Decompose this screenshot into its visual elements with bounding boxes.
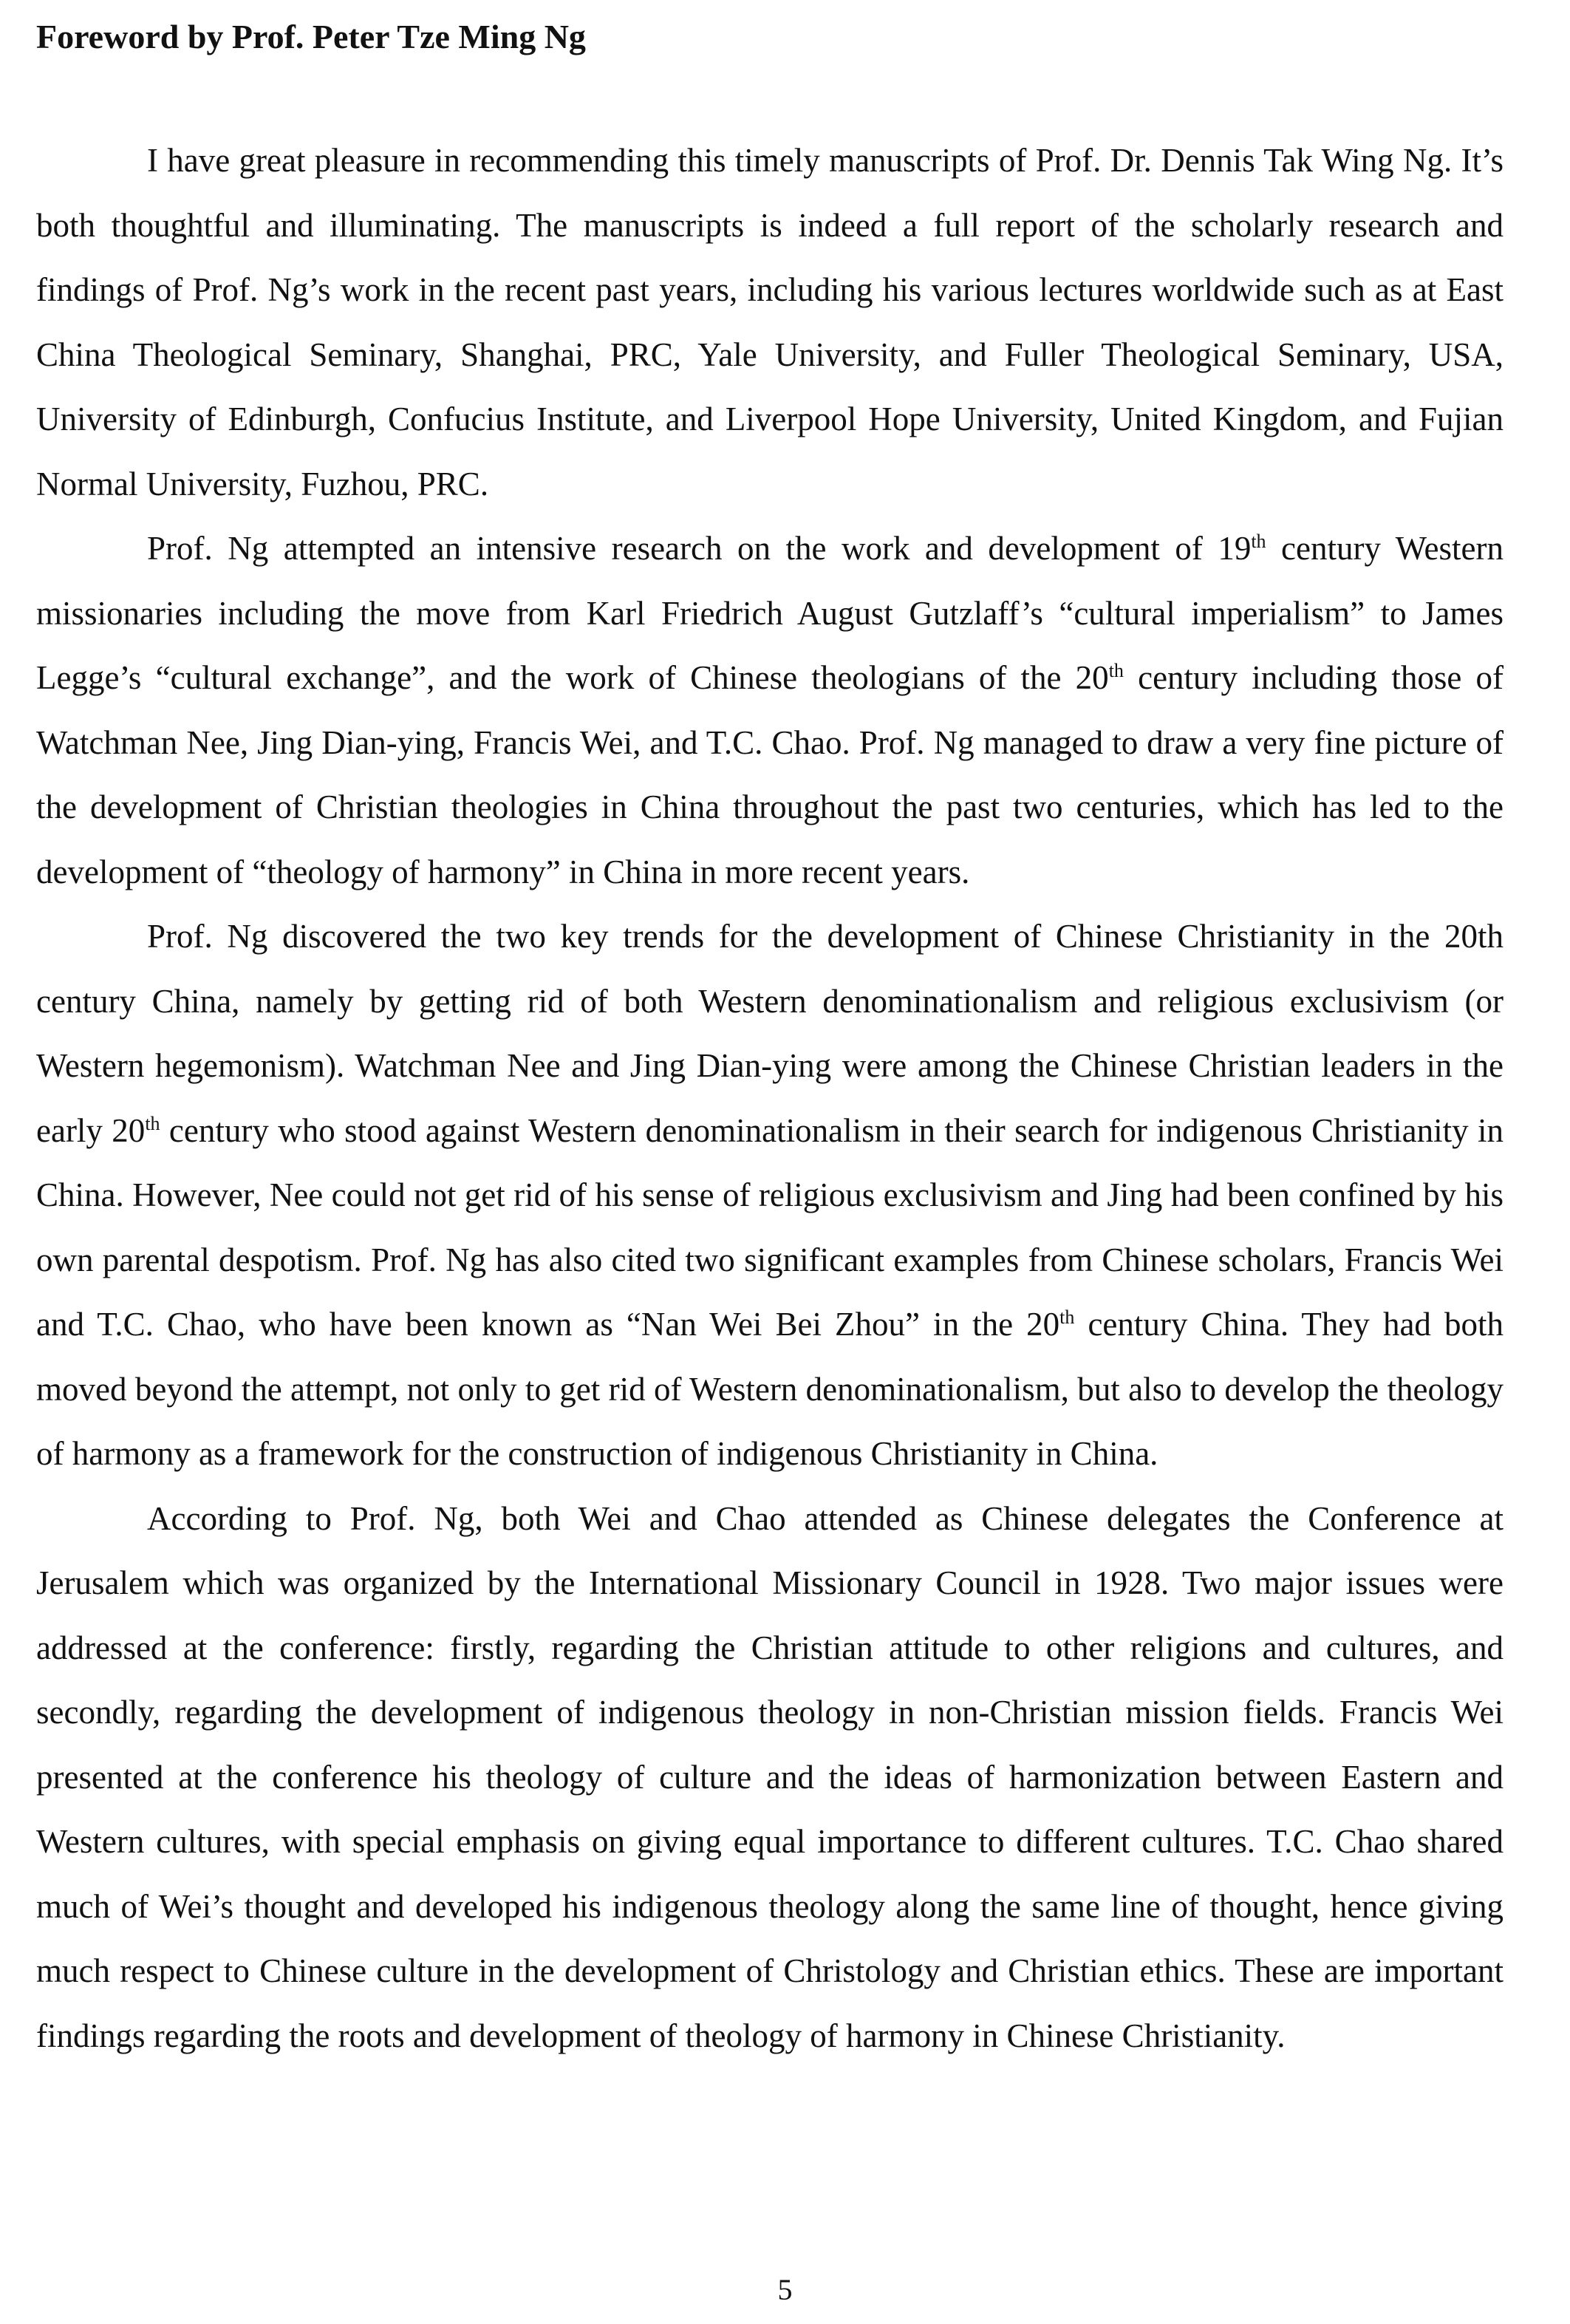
body-text <box>36 129 1504 2068</box>
text-run: century including those of Watchman Nee, Jing Dian-ying, Francis Wei, and T.C. Chao. Prof. Ng managed to draw a very fine picture of the development of Christian theologies in China throughout the past two centuries, which has led to the development of “theology of harmony” in China in more recent years. <box>36 659 1504 890</box>
ordinal-superscript: th <box>145 1112 160 1134</box>
page-number: 5 <box>777 2273 793 2306</box>
paragraph <box>36 1487 1504 2069</box>
text-run: Prof. Ng attempted an intensive research on the work and development of 19 <box>147 530 1252 567</box>
text-run: century who stood against Western denominationalism in their search for indigenous Christianity in China. However, Nee could not get rid of his sense of religious exclusivism and Jing had been confined by his own parental despotism. Prof. Ng has also cited two significant examples from Chinese scholars, Francis Wei and T.C. Chao, who have been known as “Nan Wei Bei Zhou” in the 20 <box>36 1111 1504 1343</box>
paragraph <box>36 904 1504 1487</box>
text-run: century Western missionaries including the move from Karl Friedrich August Gutzlaff’s “cultural imperialism” to James Legge’s “cultural exchange”, and the work of Chinese theologians of the 20 <box>36 530 1504 696</box>
ordinal-superscript: th <box>1251 531 1266 552</box>
text-run: According to Prof. Ng, both Wei and Chao attended as Chinese delegates the Conference at Jerusalem which was organized by the International Missionary Council in 1928. Two major issues were addressed at the conference: firstly, regarding the Christian attitude to other religions and cultures, and secondly, regarding the development of indigenous theology in non-Christian mission fields. Francis Wei presented at the conference his theology of culture and the ideas of harmonization between Eastern and Western cultures, with special emphasis on giving equal importance to different cultures. T.C. Chao shared much of Wei’s thought and developed his indigenous theology along the same line of thought, hence giving much respect to Chinese culture in the development of Christology and Christian ethics. These are important findings regarding the roots and development of theology of harmony in Chinese Christianity. <box>36 1499 1504 2054</box>
paragraph <box>36 517 1504 904</box>
text-run: I have great pleasure in recommending this timely manuscripts of Prof. Dr. Dennis Tak Wing Ng. It’s both thoughtful and illuminating. The manuscripts is indeed a full report of the scholarly research and findings of Prof. Ng’s work in the recent past years, including his various lectures worldwide such as at East China Theological Seminary, Shanghai, PRC, Yale University, and Fuller Theological Seminary, USA, University of Edinburgh, Confucius Institute, and Liverpool Hope University, United Kingdom, and Fujian Normal University, Fuzhou, PRC. <box>36 142 1504 502</box>
ordinal-superscript: th <box>1059 1306 1075 1328</box>
paragraph <box>36 129 1504 517</box>
text-run: century China. They had both moved beyond the attempt, not only to get rid of Western denominationalism, but also to develop the theology of harmony as a framework for the construction of indigenous Christianity in China. <box>36 1306 1504 1472</box>
ordinal-superscript: th <box>1108 660 1124 681</box>
page-title: Foreword by Prof. Peter Tze Ming Ng <box>36 18 586 55</box>
text-run: Prof. Ng discovered the two key trends for the development of Chinese Christianity in the 20th century China, namely by getting rid of both Western denominationalism and religious exclusivism (or Western hegemonism). Watchman Nee and Jing Dian-ying were among the Chinese Christian leaders in the early 20 <box>36 918 1504 1149</box>
